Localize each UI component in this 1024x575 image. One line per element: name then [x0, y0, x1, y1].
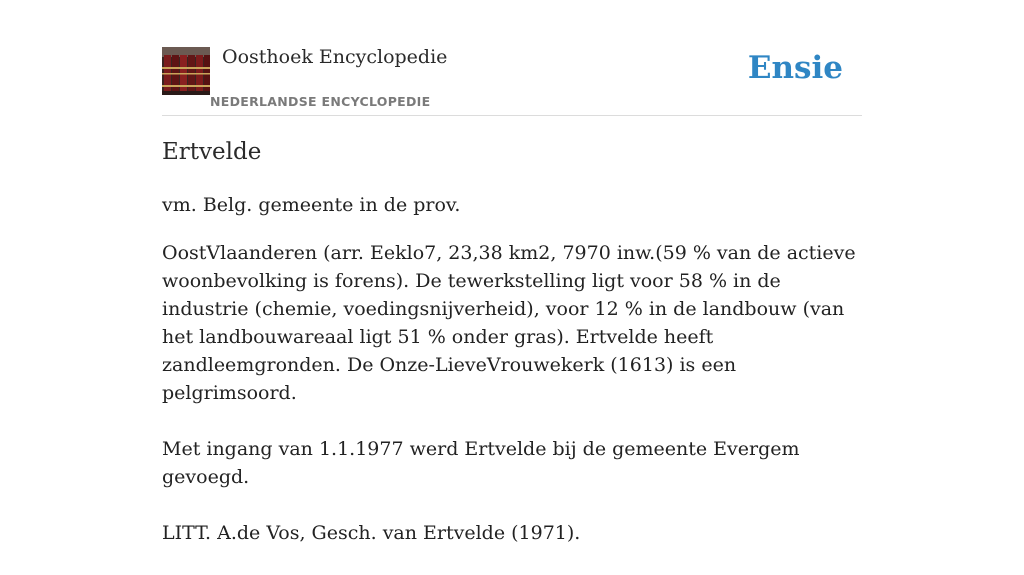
ensie-logo[interactable]: Ensie	[747, 50, 843, 86]
encyclopedia-books-avatar[interactable]	[162, 47, 210, 95]
article-paragraph: OostVlaanderen (arr. Eeklo7, 23,38 km2, 7970 inw.(59 % van de actieve woonbevolking is forens). De tewerkstelling ligt voor 58 % in de industrie (chemie, voedingsnijverheid), voor 12 % in de landbouw (van het landbouwareaal ligt 51 % onder gras). Ertvelde heeft zandleemgronden. De Onze-LieveVrouwekerk (1613) is een pelgrimsoord.	[162, 242, 856, 404]
site-subtitle: NEDERLANDSE ENCYCLOPEDIE	[210, 94, 431, 109]
page	[162, 0, 862, 544]
article-body	[162, 239, 862, 575]
site-header	[162, 0, 862, 116]
article-lead: vm. Belg. gemeente in de prov.	[162, 194, 461, 216]
book-spines-icon	[162, 47, 210, 95]
site-title[interactable]: Oosthoek Encyclopedie	[222, 46, 448, 68]
article-title: Ertvelde	[162, 139, 262, 165]
article-paragraph: Met ingang van 1.1.1977 werd Ertvelde bij de gemeente Evergem gevoegd.	[162, 438, 800, 488]
article-paragraph: LITT. A.de Vos, Gesch. van Ertvelde (1971).	[162, 522, 581, 544]
